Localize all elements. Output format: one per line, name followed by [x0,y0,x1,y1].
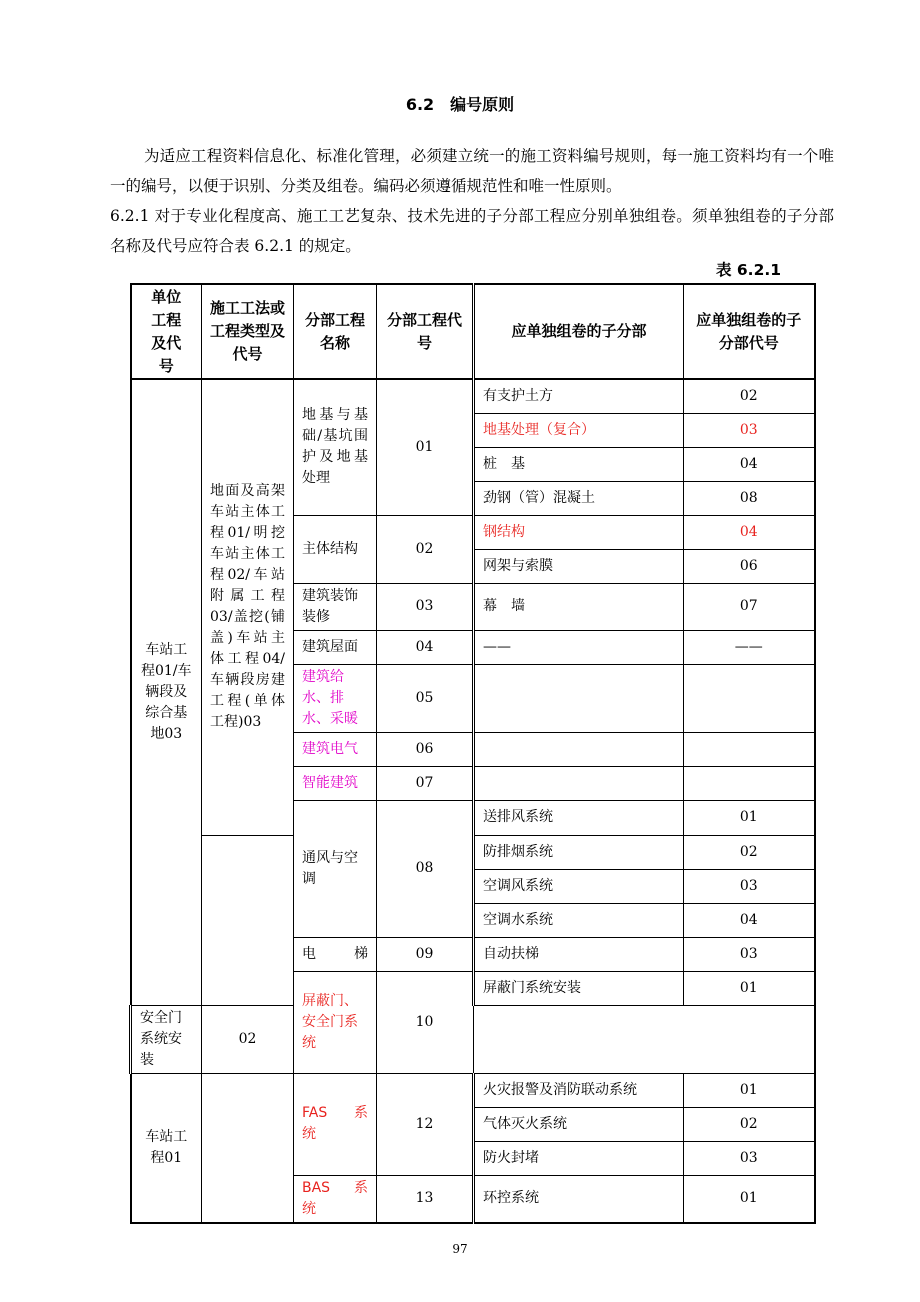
sub-name: 环控系统 [474,1175,684,1223]
sub-code: 04 [684,903,815,937]
sub-code: 02 [684,835,815,869]
unit-cell: 车站工程01/车辆段及综合基地03 [131,379,202,1005]
header-method: 施工工法或工程类型及代号 [202,284,294,379]
empty-cell [684,766,815,800]
table-row [131,379,815,413]
header-sub-name: 应单独组卷的子分部 [474,284,684,379]
division-name: 建筑装饰装修 [294,583,377,630]
division-name: BAS 系统 [294,1175,377,1223]
sub-name: 幕 墙 [474,583,684,630]
unit-cell: 车站工程01 [131,1073,202,1223]
table-header-row [131,284,815,379]
page-number: 97 [452,1242,468,1256]
sub-name: 屏蔽门系统安装 [474,971,684,1005]
sub-code: 07 [684,583,815,630]
method-cell: 地面及高架车站主体工程01/明挖车站主体工程02/车站附属工程03/盖挖(铺盖)车站主体工程04/车辆段房建工程(单体工程)03 [202,379,294,835]
sub-code: 06 [684,549,815,583]
sub-name: 气体灭火系统 [474,1107,684,1141]
header-sub-code: 应单独组卷的子分部代号 [684,284,815,379]
table-row [131,1073,815,1107]
sub-name: 送排风系统 [474,800,684,835]
sub-name: 防火封堵 [474,1141,684,1175]
division-code: 07 [377,766,474,800]
sub-code: 03 [684,413,815,447]
sub-name: 空调水系统 [474,903,684,937]
sub-name: 桩 基 [474,447,684,481]
table-label: 表 6.2.1 [716,261,782,279]
division-name: 电 梯 [294,937,377,971]
division-name: 地基与基础/基坑围护及地基处理 [294,379,377,515]
header-division-code: 分部工程代号 [377,284,474,379]
sub-code: 02 [684,379,815,413]
sub-name: 安全门系统安装 [131,1005,202,1073]
division-code: 13 [377,1175,474,1223]
sub-code: 01 [684,971,815,1005]
division-code: 01 [377,379,474,515]
empty-cell [474,664,684,732]
empty-cell [202,1073,294,1223]
sub-name: 火灾报警及消防联动系统 [474,1073,684,1107]
division-name: 建筑给水、排水、采暖 [294,664,377,732]
division-code: 10 [377,971,474,1073]
sub-code: 08 [684,481,815,515]
division-code: 03 [377,583,474,630]
sub-code: 02 [684,1107,815,1141]
division-name: 建筑电气 [294,732,377,766]
section-heading: 6.2 编号原则 [405,95,515,114]
sub-code: 04 [684,515,815,549]
empty-cell [684,732,815,766]
division-code: 12 [377,1073,474,1175]
sub-code: 02 [202,1005,294,1073]
header-division-name: 分部工程名称 [294,284,377,379]
division-name: 智能建筑 [294,766,377,800]
division-name: FAS 系统 [294,1073,377,1175]
header-unit: 单位工程及代号 [131,284,202,379]
sub-code: 01 [684,800,815,835]
division-name: 建筑屋面 [294,630,377,664]
division-name: 主体结构 [294,515,377,583]
subdivision-table [129,283,816,1224]
sub-name: 劲钢（管）混凝土 [474,481,684,515]
intro-paragraph: 为适应工程资料信息化、标准化管理，必须建立统一的施工资料编号规则，每一施工资料均有一个唯一的编号，以便于识别、分类及组卷。编码必须遵循规范性和唯一性原则。 [110,147,834,195]
clause-paragraph: 6.2.1 对于专业化程度高、施工工艺复杂、技术先进的子分部工程应分别单独组卷。须单独组卷的子分部名称及代号应符合表 6.2.1 的规定。 [110,207,834,255]
division-code: 08 [377,800,474,937]
division-code: 06 [377,732,474,766]
division-code: 09 [377,937,474,971]
sub-name: 自动扶梯 [474,937,684,971]
empty-cell [474,766,684,800]
sub-code: 03 [684,1141,815,1175]
sub-name: 网架与索膜 [474,549,684,583]
division-name: 通风与空调 [294,800,377,937]
division-name: 屏蔽门、安全门系统 [294,971,377,1073]
empty-cell [474,732,684,766]
sub-code: —— [684,630,815,664]
sub-name: 防排烟系统 [474,835,684,869]
sub-name: 钢结构 [474,515,684,549]
sub-code: 01 [684,1175,815,1223]
sub-code: 03 [684,869,815,903]
sub-name: —— [474,630,684,664]
division-code: 02 [377,515,474,583]
sub-code: 04 [684,447,815,481]
division-code: 05 [377,664,474,732]
empty-cell [202,835,294,1005]
division-code: 04 [377,630,474,664]
empty-cell [684,664,815,732]
sub-code: 01 [684,1073,815,1107]
sub-name: 地基处理（复合） [474,413,684,447]
sub-code: 03 [684,937,815,971]
sub-name: 有支护土方 [474,379,684,413]
sub-name: 空调风系统 [474,869,684,903]
